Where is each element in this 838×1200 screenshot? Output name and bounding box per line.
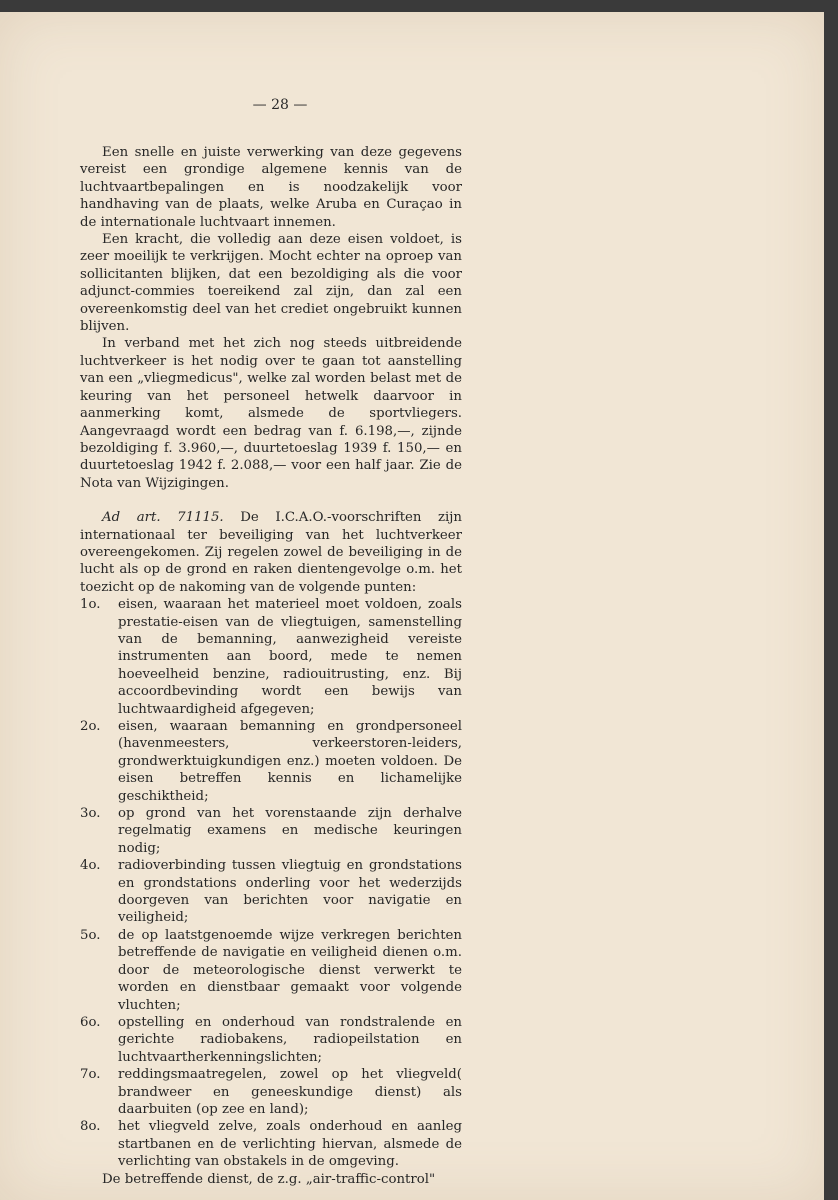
list-text: eisen, waaraan het materieel moet voldoen, zoals prestatie-eisen van de vliegtuigen, samenstelling van de bemanning, aanwezigheid vereiste instrumenten aan boord, mede te nemen hoeveelheid benzine, radiouitrusting, enz. Bij accoordbevinding wordt een bewijs van luchtwaardigheid afgegeven;	[118, 597, 462, 717]
ad-article-paragraph	[80, 509, 462, 596]
closing-line: De betreffende dienst, de z.g. „air-traffic-control"	[102, 1171, 436, 1187]
list-text: eisen, waaraan bemanning en grondpersoneel (havenmeesters, verkeerstoren-leiders, grondwerktuigkundigen enz.) moeten voldoen. De eisen betreffen kennis en lichamelijke geschiktheid;	[118, 719, 462, 804]
list-item	[80, 927, 462, 1014]
list-number: 7o.	[80, 1067, 101, 1083]
list-number: 4o.	[80, 858, 101, 874]
list-number: 6o.	[80, 1014, 101, 1030]
body-text	[80, 144, 462, 1188]
paragraph: Een snelle en juiste verwerking van deze gegevens vereist een grondige algemene kennis van de luchtvaartbepalingen en is noodzakelijk voor handhaving van de plaats, welke Aruba en Curaçao in de internationale luchtvaart innemen.	[80, 145, 462, 230]
paragraph: In verband met het zich nog steeds uitbreidende luchtverkeer is het nodig over te gaan tot aanstelling van een „vliegmedicus", welke zal worden belast met de keuring van het personeel hetwelk daarvoor in aanmerking komt, alsmede de sportvliegers. Aangevraagd wordt een bedrag van f. 6.198,—, zijnde bezoldiging f. 3.960,—, duurtetoeslag 1939 f. 150,— en duurtetoeslag 1942 f. 2.088,— voor een half jaar. Zie de Nota van Wijzigingen.	[80, 336, 462, 491]
list-item	[80, 1014, 462, 1066]
list-item	[80, 857, 462, 927]
list-text: opstelling en onderhoud van rondstralende en gerichte radiobakens, radiopeilstation en luchtvaartherkenningslichten;	[118, 1014, 462, 1065]
article-reference: Ad art. 71115.	[102, 510, 224, 526]
list-text: radioverbinding tussen vliegtuig en grondstations en grondstations onderling voor het wederzijds doorgeven van berichten voor navigatie en veiligheid;	[118, 858, 462, 926]
list-text: de op laatstgenoemde wijze verkregen berichten betreffende de navigatie en veiligheid dienen o.m. door de meteorologische dienst verwerkt te worden en dienstbaar gemaakt voor volgende vluchten;	[118, 927, 462, 1013]
numbered-list	[80, 596, 462, 1170]
list-text: reddingsmaatregelen, zowel op het vliegveld( brandweer en geneeskundige dienst) als daarbuiten (op zee en land);	[118, 1067, 462, 1117]
list-text: op grond van het vorenstaande zijn derhalve regelmatig examens en medische keuringen nodig;	[118, 806, 462, 856]
list-number: 5o.	[80, 927, 101, 943]
paragraph: Een kracht, die volledig aan deze eisen voldoet, is zeer moeilijk te verkrijgen. Mocht echter na oproep van sollicitanten blijken, dat een bezoldiging als die voor adjunct-commies toereikend zal zijn, dan zal een overeenkomstig deel van het crediet ongebruikt kunnen blijven.	[80, 232, 462, 335]
document-page	[0, 12, 824, 1200]
list-number: 3o.	[80, 806, 101, 822]
list-item	[80, 805, 462, 857]
list-item	[80, 1066, 462, 1118]
list-number: 2o.	[80, 719, 101, 734]
list-item	[80, 1118, 462, 1170]
list-item	[80, 596, 462, 718]
list-number: 1o.	[80, 597, 101, 613]
list-number: 8o.	[80, 1119, 101, 1135]
list-item	[80, 718, 462, 805]
page-number: — 28 —	[252, 97, 308, 113]
list-text: het vliegveld zelve, zoals onderhoud en aanleg startbanen en de verlichting hiervan, alsmede de verlichting van obstakels in de omgeving.	[118, 1119, 462, 1170]
article-text: De I.C.A.O.-voorschriften zijn internationaal ter beveiliging van het luchtverkeer overeengekomen. Zij regelen zowel de beveiliging in de lucht als op de grond en raken dientengevolge o.m. het toezicht op de nakoming van de volgende punten:	[80, 510, 462, 595]
